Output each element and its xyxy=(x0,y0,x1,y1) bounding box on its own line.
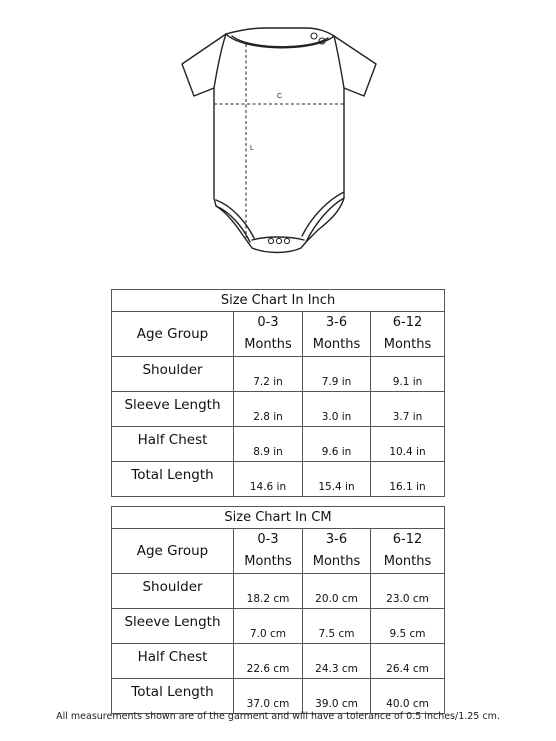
cell-value: 16.1 in xyxy=(371,462,445,497)
row-label: Sleeve Length xyxy=(112,609,234,644)
cell-value: 20.0 cm xyxy=(303,574,371,609)
cell-value: 7.0 cm xyxy=(234,609,303,644)
column-header: 0-3 Months xyxy=(234,312,303,357)
column-header: 3-6 Months xyxy=(303,312,371,357)
cell-value: 23.0 cm xyxy=(371,574,445,609)
cell-value: 40.0 cm xyxy=(371,679,445,714)
row-label: Shoulder xyxy=(112,357,234,392)
cell-value: 22.6 cm xyxy=(234,644,303,679)
column-header: 6-12 Months xyxy=(371,529,445,574)
age-group-header: Age Group xyxy=(112,529,234,574)
chest-label: C xyxy=(277,93,283,100)
tolerance-footnote: All measurements shown are of the garment and will have a tolerance of 0.5 inches/1.25 cm. xyxy=(56,711,500,722)
chart-title: Size Chart In Inch xyxy=(112,290,445,312)
table-row xyxy=(112,644,445,679)
cell-value: 7.9 in xyxy=(303,357,371,392)
table-row xyxy=(112,462,445,497)
column-header: 3-6 Months xyxy=(303,529,371,574)
cell-value: 24.3 cm xyxy=(303,644,371,679)
table-row xyxy=(112,357,445,392)
row-label: Total Length xyxy=(112,679,234,714)
cell-value: 9.6 in xyxy=(303,427,371,462)
row-label: Half Chest xyxy=(112,644,234,679)
length-label: L xyxy=(250,145,254,152)
snap-icon xyxy=(276,238,281,243)
row-label: Shoulder xyxy=(112,574,234,609)
size-chart-inch xyxy=(111,289,445,497)
age-group-header: Age Group xyxy=(112,312,234,357)
right-leg-binding-inner xyxy=(302,192,344,236)
bodysuit-diagram xyxy=(170,22,386,264)
cell-value: 7.2 in xyxy=(234,357,303,392)
cell-value: 9.5 cm xyxy=(371,609,445,644)
cell-value: 10.4 in xyxy=(371,427,445,462)
chart-title: Size Chart In CM xyxy=(112,507,445,529)
snap-icon xyxy=(311,33,317,39)
cell-value: 3.7 in xyxy=(371,392,445,427)
cell-value: 2.8 in xyxy=(234,392,303,427)
table-row xyxy=(112,427,445,462)
row-label: Total Length xyxy=(112,462,234,497)
snap-icon xyxy=(268,238,273,243)
column-header: 6-12 Months xyxy=(371,312,445,357)
column-header: 0-3 Months xyxy=(234,529,303,574)
left-sleeve-seam xyxy=(214,34,226,88)
table-row xyxy=(112,609,445,644)
table-row xyxy=(112,574,445,609)
cell-value: 3.0 in xyxy=(303,392,371,427)
cell-value: 39.0 cm xyxy=(303,679,371,714)
table-row xyxy=(112,679,445,714)
snap-icon xyxy=(284,238,289,243)
size-chart-cm xyxy=(111,506,445,714)
right-sleeve-seam xyxy=(334,36,344,88)
cell-value: 18.2 cm xyxy=(234,574,303,609)
row-label: Sleeve Length xyxy=(112,392,234,427)
row-label: Half Chest xyxy=(112,427,234,462)
cell-value: 7.5 cm xyxy=(303,609,371,644)
cell-value: 14.6 in xyxy=(234,462,303,497)
cell-value: 9.1 in xyxy=(371,357,445,392)
cell-value: 15.4 in xyxy=(303,462,371,497)
cell-value: 37.0 cm xyxy=(234,679,303,714)
cell-value: 26.4 cm xyxy=(371,644,445,679)
cell-value: 8.9 in xyxy=(234,427,303,462)
bodysuit-outline xyxy=(182,28,376,253)
table-row xyxy=(112,392,445,427)
